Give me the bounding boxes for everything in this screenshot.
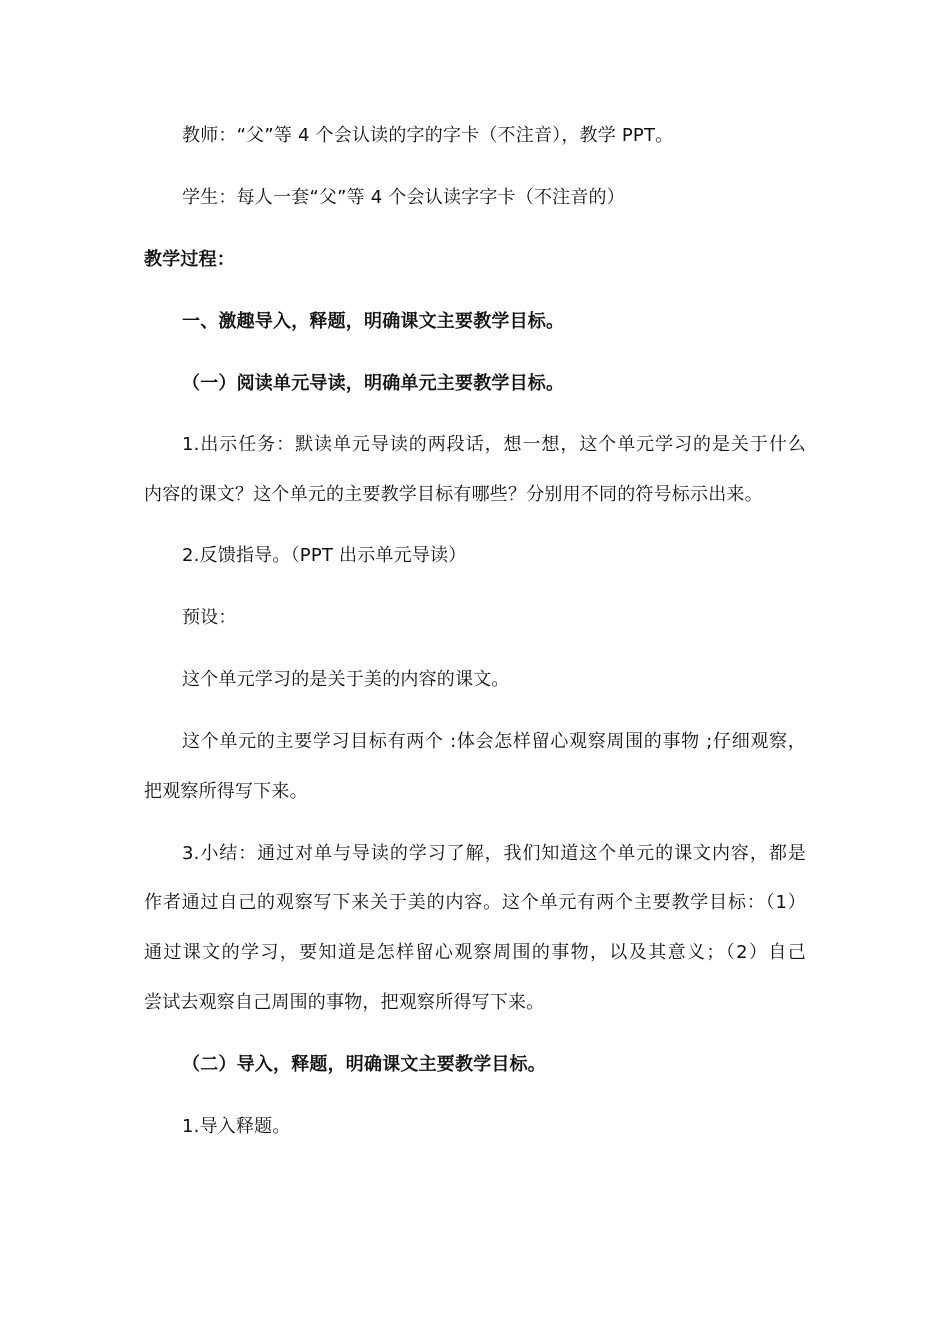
paragraph-line: 2.反馈指导。（PPT 出示单元导读）	[182, 545, 467, 566]
subheading-two: （二）导入，释题，明确课文主要教学目标。	[182, 1054, 546, 1075]
student-materials-line: 学生：每人一套“父”等 4 个会认读字字卡（不注音的）	[182, 187, 625, 208]
paragraph-line: 作者通过自己的观察写下来关于美的内容。这个单元有两个主要教学目标：（1）	[144, 892, 806, 913]
paragraph-line: 这个单元的主要学习目标有两个 :体会怎样留心观察周围的事物 ;仔细观察，	[182, 731, 806, 752]
section-heading-teaching-process: 教学过程：	[144, 249, 235, 270]
heading-part-one: 一、激趣导入，释题，明确课文主要教学目标。	[182, 311, 565, 332]
subheading-one: （一）阅读单元导读，明确单元主要教学目标。	[182, 373, 565, 394]
paragraph-line: 通过课文的学习，要知道是怎样留心观察周围的事物，以及其意义；（2）自己	[144, 942, 806, 963]
paragraph-line: 尝试去观察自己周围的事物，把观察所得写下来。	[144, 992, 545, 1013]
paragraph-line: 把观察所得写下来。	[144, 781, 308, 802]
paragraph-line: 内容的课文？这个单元的主要教学目标有哪些？分别用不同的符号标示出来。	[144, 484, 763, 505]
paragraph-line: 1.出示任务：默读单元导读的两段话，想一想，这个单元学习的是关于什么	[182, 434, 806, 455]
paragraph-line: 这个单元学习的是关于美的内容的课文。	[182, 669, 510, 690]
teacher-materials-line: 教师：“父”等 4 个会认读的字的字卡（不注音），教学 PPT。	[182, 125, 674, 146]
paragraph-line: 1.导入释题。	[182, 1116, 291, 1137]
paragraph-line: 3.小结：通过对单与导读的学习了解，我们知道这个单元的课文内容，都是	[182, 843, 806, 864]
paragraph-line: 预设：	[182, 607, 237, 628]
